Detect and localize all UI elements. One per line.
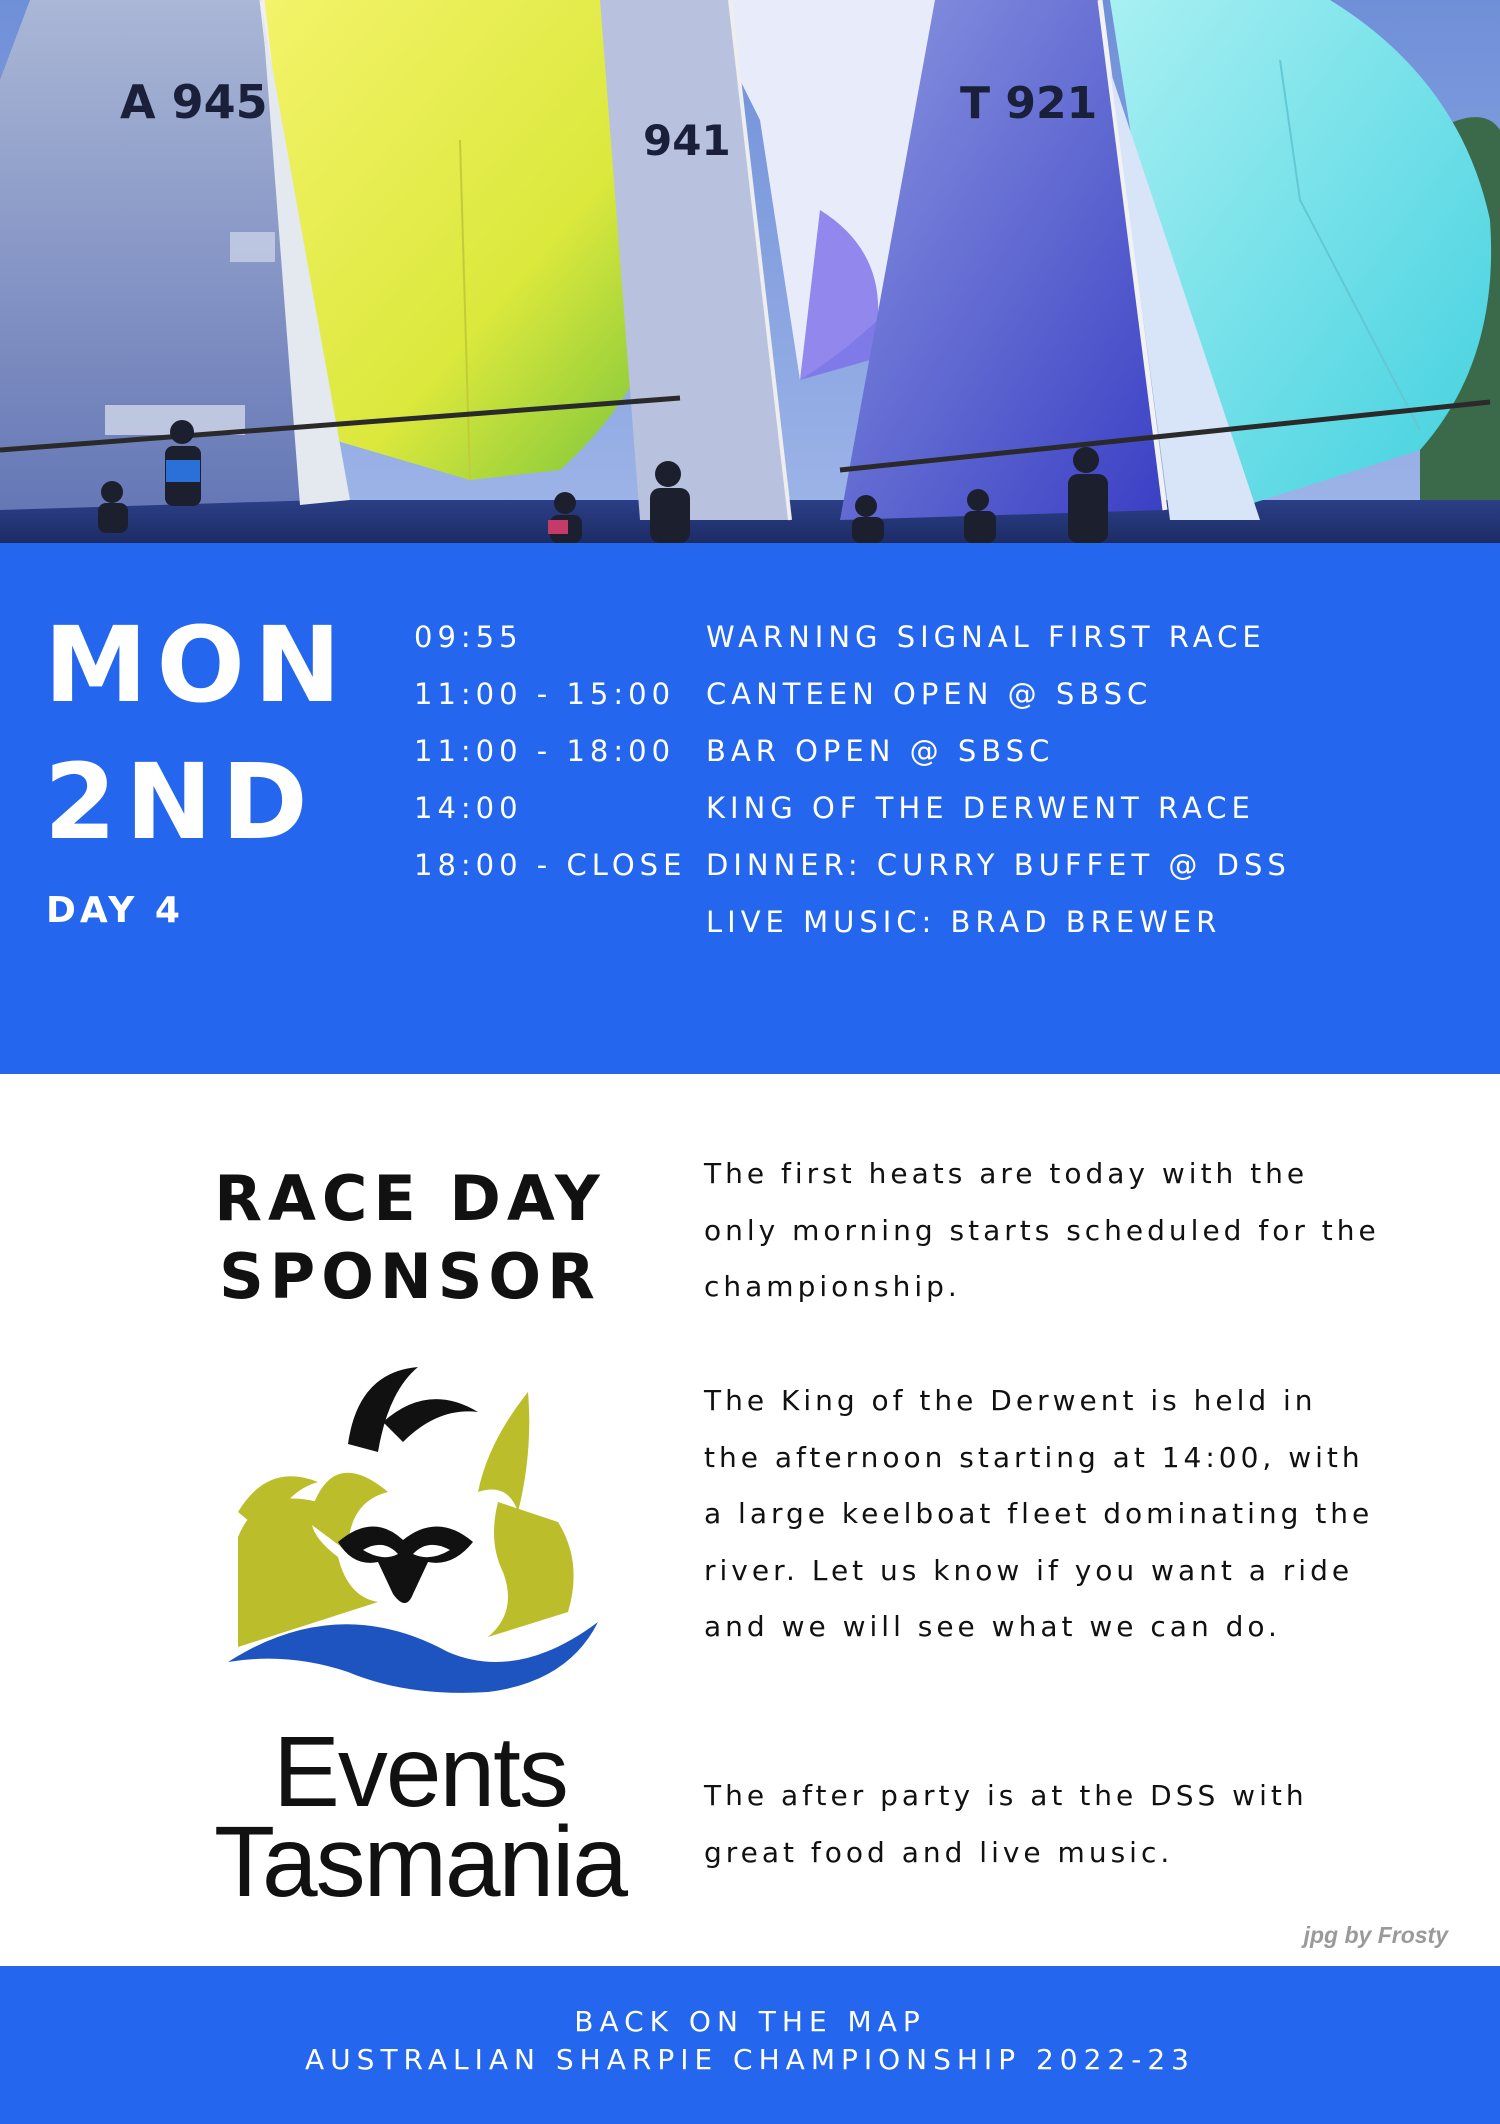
schedule-event: DINNER: CURRY BUFFET @ DSS [706, 848, 1291, 882]
intro-paragraph: The first heats are today with the only morning starts scheduled for the championship. [704, 1157, 1380, 1304]
schedule-time: 11:00 - 18:00 [414, 734, 676, 768]
date-heading: 2ND [44, 741, 317, 863]
sailing-photo-illustration [0, 0, 1500, 543]
footer-band [0, 1966, 1500, 2124]
sail-number-1: A 945 [120, 75, 268, 129]
sponsor-heading-line: SPONSOR [219, 1240, 601, 1313]
weekday-heading: MON [44, 604, 350, 726]
logo-text-events: Events [273, 1716, 567, 1828]
schedule-time: 09:55 [414, 620, 523, 654]
schedule-event: BAR OPEN @ SBSC [706, 734, 1055, 768]
schedule-event: KING OF THE DERWENT RACE [706, 791, 1255, 825]
king-of-derwent-paragraph: The King of the Derwent is held in the afternoon starting at 14:00, with a large keelboat fleet dominating the river. Let us know if you want a ride and we will see what we can do. [704, 1384, 1374, 1644]
hero-photo [0, 0, 1500, 543]
sail-number-2: 941 [643, 116, 731, 165]
schedule-time: 18:00 - CLOSE [414, 848, 687, 882]
schedule-event: LIVE MUSIC: BRAD BREWER [706, 905, 1222, 939]
after-party-paragraph: The after party is at the DSS with great food and live music. [704, 1779, 1308, 1869]
schedule-time: 14:00 [414, 791, 523, 825]
day-number-label: DAY 4 [46, 890, 184, 931]
photo-credit: jpg by Frosty [1303, 1922, 1448, 1948]
schedule-time: 11:00 - 15:00 [414, 677, 676, 711]
schedule-event: CANTEEN OPEN @ SBSC [706, 677, 1153, 711]
sponsor-heading [140, 1160, 680, 1316]
events-tasmania-logo-icon [188, 1362, 638, 1702]
schedule-events [706, 620, 1291, 962]
schedule-event: WARNING SIGNAL FIRST RACE [706, 620, 1266, 654]
schedule-times [414, 620, 686, 905]
sponsor-heading-line: RACE DAY [214, 1162, 606, 1235]
logo-text-tasmania: Tasmania [214, 1806, 626, 1918]
sail-number-3: T 921 [960, 78, 1098, 129]
schedule-band [0, 543, 1500, 1074]
footer-championship-title: AUSTRALIAN SHARPIE CHAMPIONSHIP 2022-23 [305, 2043, 1195, 2076]
footer-tagline: BACK ON THE MAP [574, 2005, 926, 2038]
